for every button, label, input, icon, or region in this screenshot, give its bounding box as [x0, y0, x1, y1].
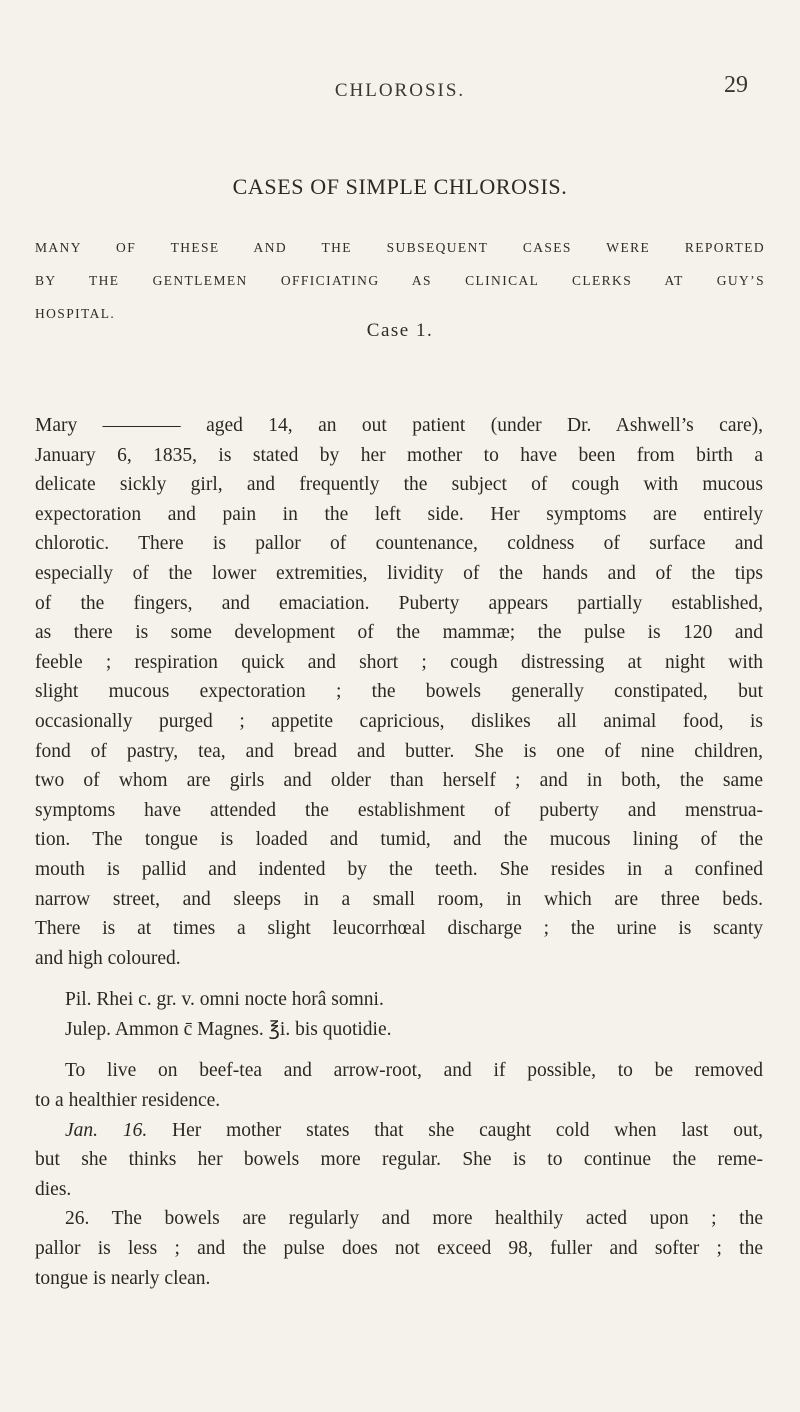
- entry-date: Jan. 16.: [65, 1119, 148, 1141]
- paragraph-line: narrow street, and sleeps in a small room, in which are three beds.: [35, 888, 763, 910]
- entry-text: Her mother states that she caught cold when last out,: [147, 1119, 763, 1141]
- entry-line: pallor is less ; and the pulse does not exceed 98, fuller and softer ; the: [35, 1238, 763, 1260]
- prescription-line: Julep. Ammon c̄ Magnes. ℥i. bis quotidie.: [65, 1018, 392, 1040]
- paragraph-line: symptoms have attended the establishment of puberty and menstrua-: [35, 799, 763, 821]
- intro-line: MANY OF THESE AND THE SUBSEQUENT CASES WERE REPORTED: [35, 240, 765, 255]
- entry-26: [35, 1204, 763, 1293]
- case-heading: Case 1.: [366, 320, 434, 341]
- prescription-line: Pil. Rhei c. gr. v. omni nocte horâ somni.: [65, 989, 384, 1011]
- entry-line: dies.: [35, 1178, 72, 1200]
- paragraph-line: slight mucous expectoration ; the bowels generally constipated, but: [35, 681, 763, 703]
- paragraph-line: Mary ———— aged 14, an out patient (under Dr. Ashwell’s care),: [35, 415, 763, 436]
- paragraph-line: feeble ; respiration quick and short ; cough distressing at night with: [35, 651, 763, 673]
- entry-line: [35, 1116, 763, 1146]
- regimen-line: To live on beef-tea and arrow-root, and if possible, to be removed: [65, 1060, 763, 1082]
- paragraph-line: January 6, 1835, is stated by her mother to have been from birth a: [35, 444, 763, 466]
- case-body: [35, 341, 763, 1293]
- paragraph-line: expectoration and pain in the left side. Her symptoms are entirely: [35, 503, 763, 525]
- intro-line: HOSPITAL.: [35, 306, 116, 321]
- entry-line: 26. The bowels are regularly and more healthily acted upon ; the: [65, 1208, 763, 1230]
- paragraph-line: occasionally purged ; appetite capricious, dislikes all animal food, is: [35, 710, 763, 732]
- page-number: 29: [724, 72, 748, 98]
- intro-line: BY THE GENTLEMEN OFFICIATING AS CLINICAL CLERKS AT GUY’S: [35, 273, 765, 288]
- entry-jan-16: [35, 1116, 763, 1205]
- paragraph-line: There is at times a slight leucorrhœal discharge ; the urine is scanty: [35, 918, 763, 940]
- section-title: CASES OF SIMPLE CHLOROSIS.: [232, 174, 568, 199]
- paragraph-line: especially of the lower extremities, lividity of the hands and of the tips: [35, 562, 763, 584]
- entry-line: but she thinks her bowels more regular. She is to continue the reme-: [35, 1149, 763, 1171]
- case-paragraph: [35, 411, 763, 973]
- entry-line: tongue is nearly clean.: [35, 1267, 211, 1289]
- prescriptions: [35, 985, 763, 1044]
- running-title: CHLOROSIS.: [334, 80, 466, 101]
- paragraph-line: tion. The tongue is loaded and tumid, and the mucous lining of the: [35, 829, 763, 851]
- paragraph-line: of the fingers, and emaciation. Puberty appears partially established,: [35, 592, 763, 614]
- intro-note: [35, 231, 765, 330]
- paragraph-line: two of whom are girls and older than herself ; and in both, the same: [35, 770, 763, 792]
- regimen-paragraph: [35, 1056, 763, 1115]
- paragraph-line: as there is some development of the mammæ; the pulse is 120 and: [35, 622, 763, 644]
- paragraph-line: chlorotic. There is pallor of countenance, coldness of surface and: [35, 533, 763, 555]
- paragraph-line: and high coloured.: [35, 947, 181, 969]
- regimen-line: to a healthier residence.: [35, 1090, 221, 1112]
- paragraph-line: delicate sickly girl, and frequently the subject of cough with mucous: [35, 474, 763, 496]
- paragraph-line: fond of pastry, tea, and bread and butter. She is one of nine children,: [35, 740, 763, 762]
- paragraph-line: mouth is pallid and indented by the teeth. She resides in a confined: [35, 858, 763, 880]
